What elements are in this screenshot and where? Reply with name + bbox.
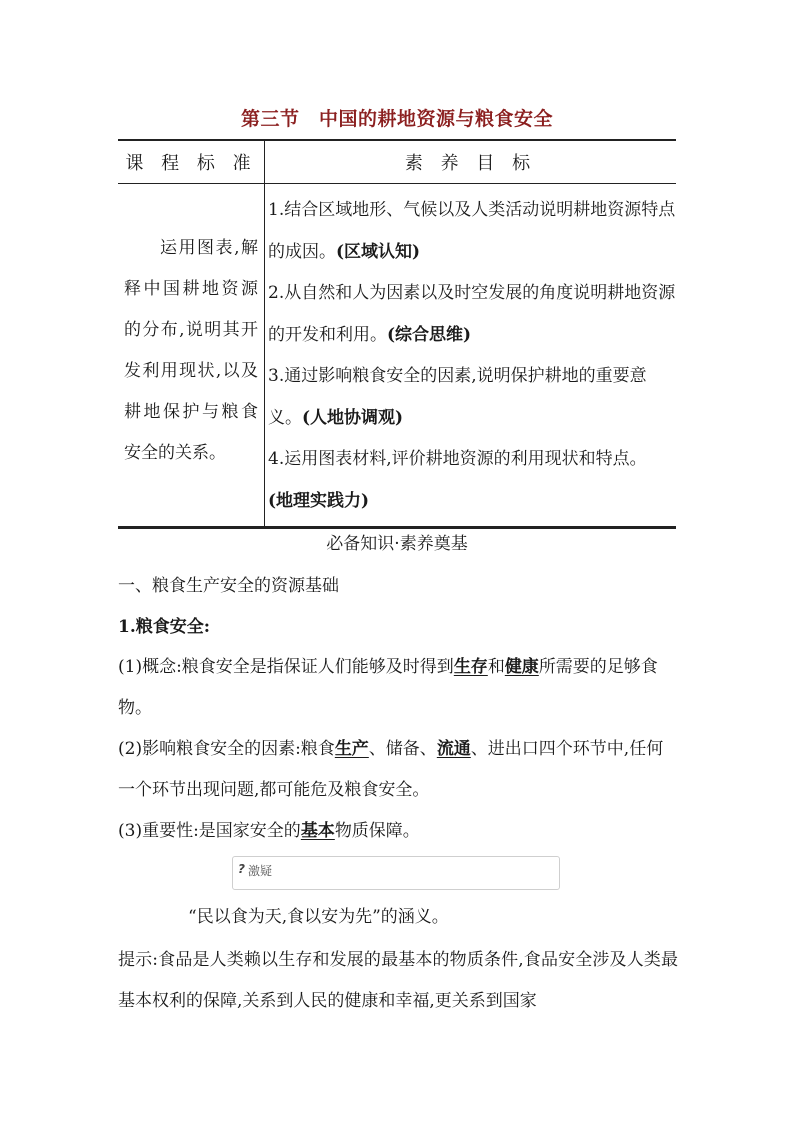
goal-item-1: 1.结合区域地形、气候以及人类活动说明耕地资源特点的成因。(区域认知) — [268, 200, 676, 262]
question-text: “民以食为天,食以安为先”的涵义。 — [188, 907, 449, 927]
section-heading: 必备知识·素养奠基 — [326, 534, 468, 554]
heading-1: 一、粮食生产安全的资源基础 — [118, 576, 339, 596]
hint-text: 提示:食品是人类赖以生存和发展的最基本的物质条件,食品安全涉及人类最基本权利的保障,关系到人民的健康和幸福,更关系到国家 — [118, 950, 678, 1011]
doubt-label: 激疑 — [248, 864, 273, 878]
col-header-standards: 课 程 标 准 — [118, 140, 265, 184]
standard-text: 运用图表,解释中国耕地资源的分布,说明其开发利用现状,以及耕地保护与粮食安全的关系。 — [124, 238, 258, 463]
goal-item-2: 2.从自然和人为因素以及时空发展的角度说明耕地资源的开发和利用。(综合思维) — [268, 283, 676, 345]
heading-2: 1.粮食安全: — [118, 617, 211, 637]
paragraph-importance: (3)重要性:是国家安全的基本物质保障。 — [118, 821, 420, 841]
doubt-box — [232, 856, 560, 890]
page-title: 第三节 中国的耕地资源与粮食安全 — [240, 108, 553, 130]
goal-item-3: 3.通过影响粮食安全的因素,说明保护耕地的重要意义。(人地协调观) — [268, 366, 647, 428]
col-header-goals: 素 养 目 标 — [265, 140, 677, 184]
question-mark-icon: ? — [238, 862, 245, 876]
paragraph-factors: (2)影响粮食安全的因素:粮食生产、储备、流通、进出口四个环节中,任何一个环节出现问题,都可能危及粮食安全。 — [118, 739, 664, 800]
goal-item-4: 4.运用图表材料,评价耕地资源的利用现状和特点。 (地理实践力) — [268, 449, 647, 511]
goals-cell — [265, 184, 677, 528]
standards-table — [118, 139, 676, 529]
paragraph-concept: (1)概念:粮食安全是指保证人们能够及时得到生存和健康所需要的足够食物。 — [118, 657, 658, 718]
standard-cell — [118, 184, 265, 528]
